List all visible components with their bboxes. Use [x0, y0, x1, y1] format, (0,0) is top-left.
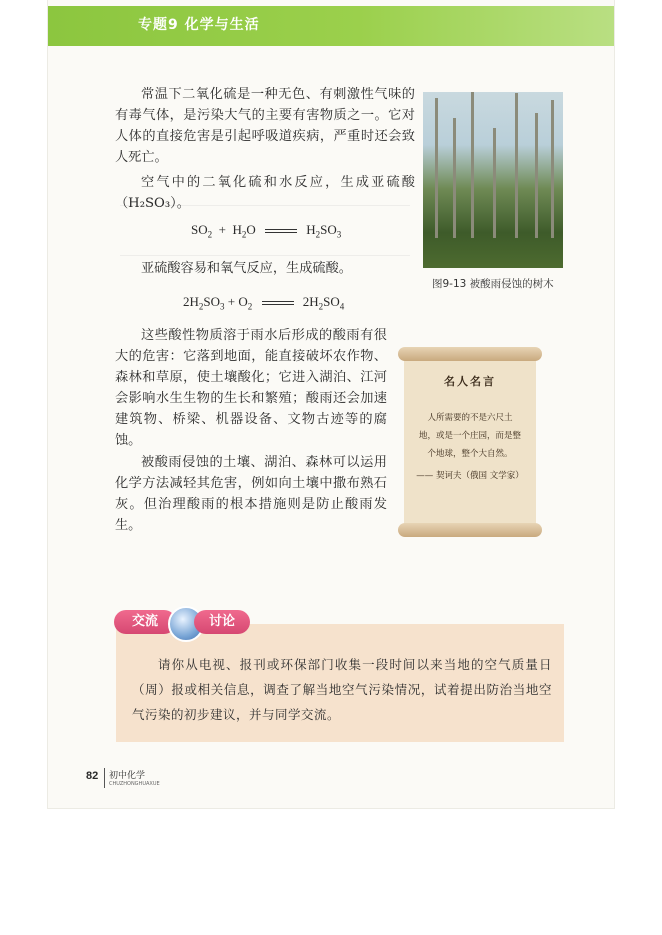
figure-caption: 图9-13 被酸雨侵蚀的树木 — [432, 278, 554, 290]
quote-line: 地，或是一个庄园，而是整 — [418, 431, 521, 441]
footer-divider — [104, 768, 105, 788]
discussion-badge — [114, 606, 254, 638]
acid-rain-trees-photo — [423, 92, 563, 268]
quote-attribution: —— 契诃夫（俄国 文学家） — [416, 471, 524, 481]
paragraph-so2-water: 空气中的二氧化硫和水反应，生成亚硫酸（H₂SO₃）。 — [115, 175, 415, 211]
paragraph-sulfurous-oxygen: 亚硫酸容易和氧气反应，生成硫酸。 — [141, 261, 352, 276]
book-subtitle: CHUZHONGHUAXUE — [109, 781, 160, 787]
chapter-title: 专题9 化学与生活 — [138, 17, 260, 33]
show-through-line — [120, 255, 410, 256]
equation-2: $2H_2SO_3 + O_2$ $2H_2SO_4$ — [183, 294, 345, 312]
discussion-label-left: 交流 — [114, 610, 176, 634]
discussion-text: 请你从电视、报刊或环保部门收集一段时间以来当地的空气质量日（周）报或相关信息，调查了解当地空气污染情况，试着提出防治当地空气污染的初步建议，并与同学交流。 — [132, 657, 552, 722]
quote-line: 人所需要的不是六尺土 — [427, 413, 513, 423]
paragraph-acid-rain-harm: 这些酸性物质溶于雨水后形成的酸雨有很大的危害：它落到地面，能直接破坏农作物、森林和草原，使土壤酸化；它进入湖泊、江河会影响水生生物的生长和繁殖；酸雨还会加速建筑物、桥梁、机器设备、文物古迹等的腐蚀。 — [115, 328, 387, 448]
paragraph-acid-rain-treatment: 被酸雨侵蚀的土壤、湖泊、森林可以运用化学方法减轻其危害，例如向土壤中撒布熟石灰。但治理酸雨的根本措施则是防止酸雨发生。 — [115, 455, 387, 533]
quote-line: 个地球，整个大自然。 — [427, 449, 513, 459]
discussion-label-right: 讨论 — [194, 610, 250, 634]
equation-1: $SO_2 + H_2O$ $H_2SO_3$ — [191, 222, 342, 240]
quote-scroll — [398, 347, 542, 537]
chapter-header-bar — [48, 6, 614, 46]
page-number: 82 — [86, 770, 99, 782]
quote-title: 名人名言 — [444, 375, 496, 388]
book-title: 初中化学 — [109, 771, 146, 781]
paragraph-so2-intro: 常温下二氧化硫是一种无色、有刺激性气味的有毒气体，是污染大气的主要有害物质之一。它对人体的直接危害是引起呼吸道疾病，严重时还会致人死亡。 — [115, 87, 415, 165]
